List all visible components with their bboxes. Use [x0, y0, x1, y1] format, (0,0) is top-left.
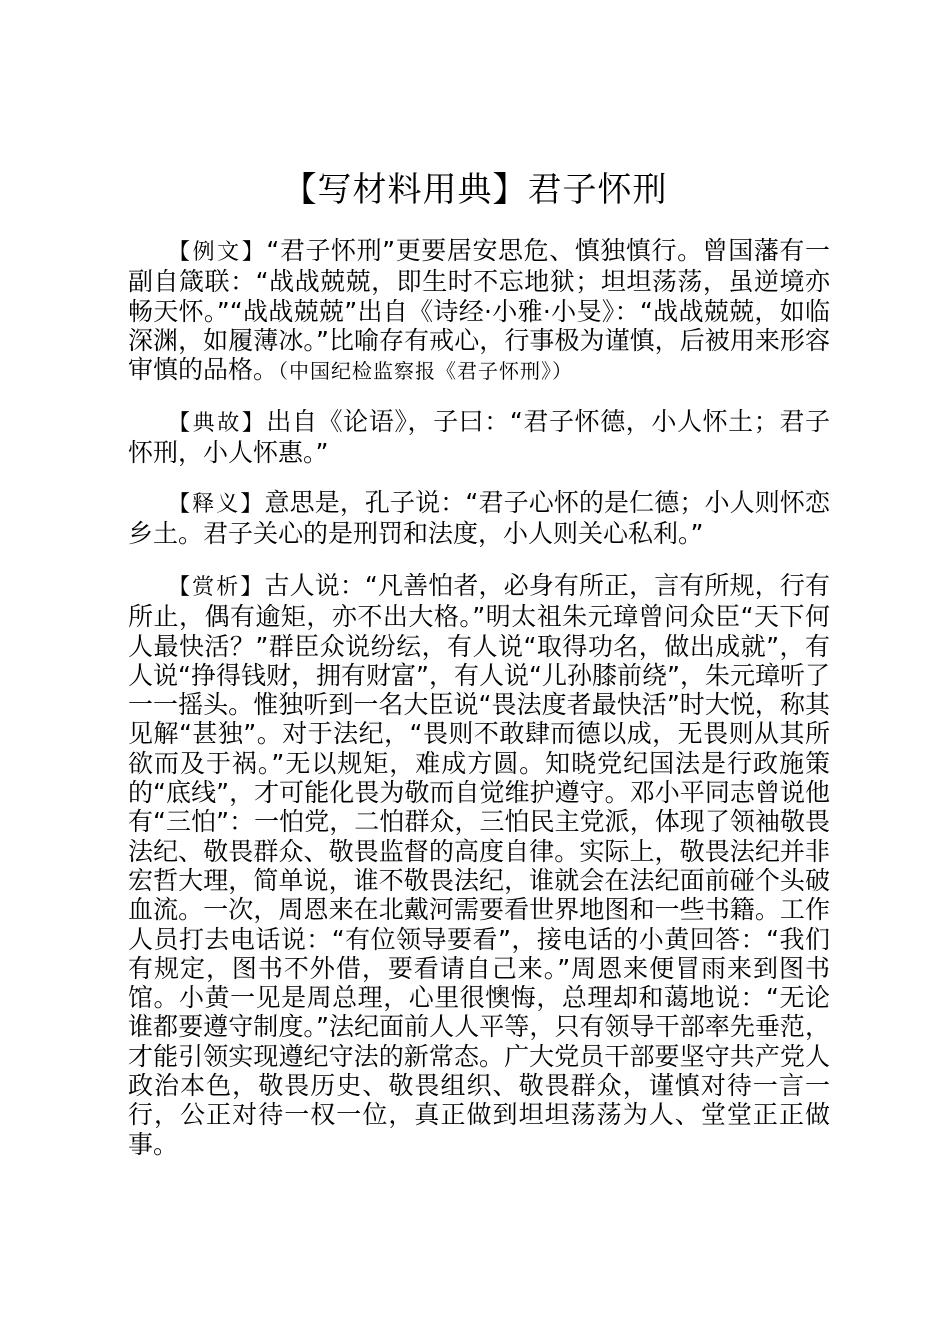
allusion-body: 出自《论语》，子曰：“君子怀德，小人怀土；君子怀刑，小人怀惠。” — [128, 407, 830, 468]
meaning-tag: 【释义】 — [168, 492, 265, 517]
appreciation-paragraph — [128, 571, 830, 1159]
appreciation-tag: 【赏析】 — [168, 575, 265, 600]
document-title: 【写材料用典】君子怀刑 — [282, 170, 668, 210]
allusion-tag: 【典故】 — [168, 411, 267, 436]
example-source: （中国纪检监察报《君子怀刑》） — [278, 359, 574, 384]
meaning-paragraph — [128, 488, 830, 549]
example-tag: 【例文】 — [168, 240, 267, 265]
example-paragraph — [128, 236, 830, 386]
allusion-paragraph — [128, 407, 830, 468]
appreciation-body: 古人说：“凡善怕者，必身有所正，言有所规，行有所止，偶有逾矩，亦不出大格。”明太祖朱元璋曾问众臣“天下何人最快活？”群臣众说纷纭，有人说“取得功名，做出成就”，有人说“挣得钱财，拥有财富”，有人说“儿孙膝前绕”，朱元璋听了一一摇头。惟独听到一名大臣说“畏法度者最快活”时大悦，称其见解“甚独”。对于法纪，“畏则不敢肆而德以成，无畏则从其所欲而及于祸。”无以规矩，难成方圆。知晓党纪国法是行政施策的“底线”，才可能化畏为敬而自觉维护遵守。邓小平同志曾说他有“三怕”：一怕党，二怕群众，三怕民主党派，体现了领袖敬畏法纪、敬畏群众、敬畏监督的高度自律。实际上，敬畏法纪并非宏哲大理，简单说，谁不敬畏法纪，谁就会在法纪面前碰个头破血流。一次，周恩来在北戴河需要看世界地图和一些书籍。工作人员打去电话说：“有位领导要看”，接电话的小黄回答：“我们有规定，图书不外借，要看请自己来。”周恩来便冒雨来到图书馆。小黄一见是周总理，心里很懊悔，总理却和蔼地说：“无论谁都要遵守制度。”法纪面前人人平等，只有领导干部率先垂范，才能引领实现遵纪守法的新常态。广大党员干部要坚守共产党人政治本色，敬畏历史、敬畏组织、敬畏群众，谨慎对待一言一行，公正对待一权一位，真正做到坦坦荡荡为人、堂堂正正做事。 — [128, 571, 830, 1159]
meaning-body: 意思是，孔子说：“君子心怀的是仁德；小人则怀恋乡土。君子关心的是刑罚和法度，小人则关心私利。” — [128, 488, 830, 549]
example-body: “君子怀刑”更要居安思危、慎独慎行。曾国藩有一副自箴联：“战战兢兢，即生时不忘地狱；坦坦荡荡，虽逆境亦畅天怀。”“战战兢兢”出自《诗经·小雅·小旻》：“战战兢兢，如临深渊，如履薄冰。”比喻存有戒心，行事极为谨慎，后被用来形容审慎的品格。 — [128, 236, 830, 385]
